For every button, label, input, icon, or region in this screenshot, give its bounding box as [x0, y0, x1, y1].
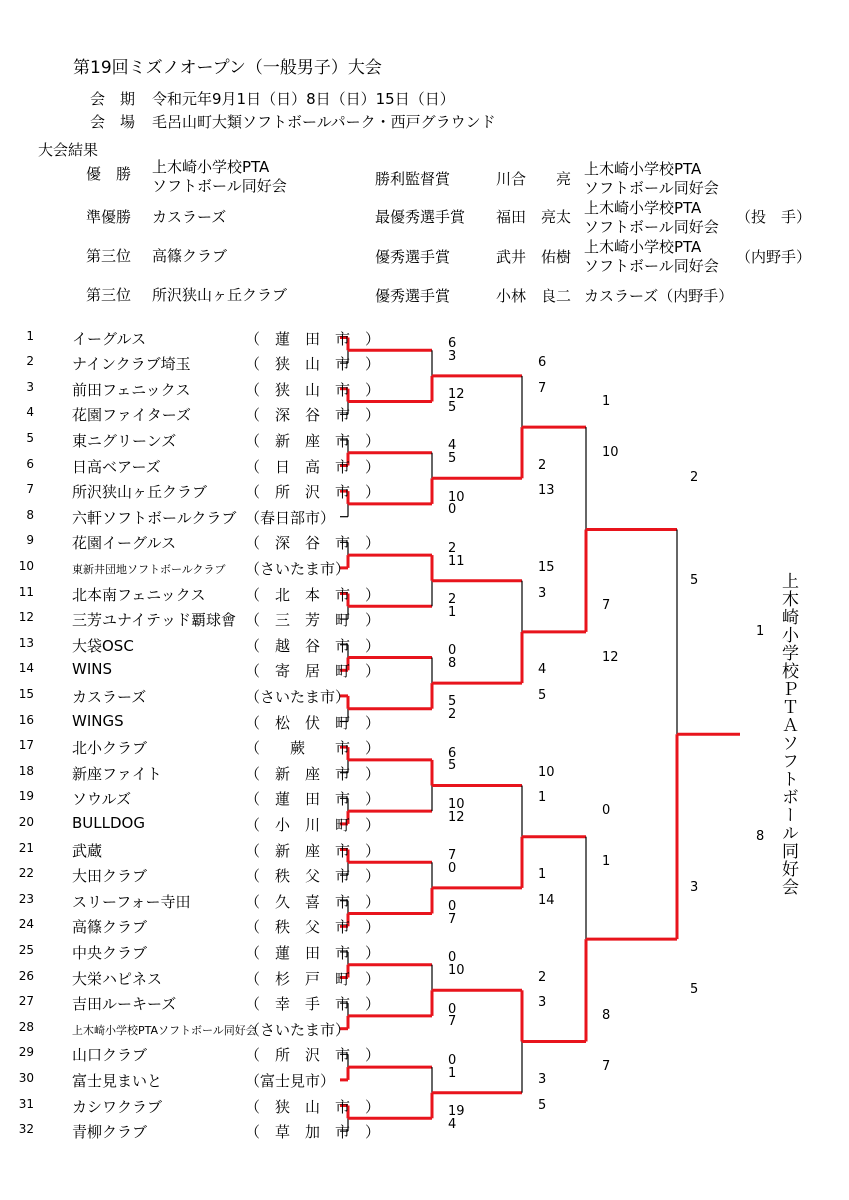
team-name: 大袋OSC [72, 636, 134, 655]
team-city: （ 北 本 市 ） [245, 585, 381, 604]
team-name: 花園イーグルス [72, 534, 177, 553]
score-label: 1 [602, 854, 611, 870]
team-city: （ 草 加 市 ） [245, 1123, 381, 1142]
score-label: 0 [448, 899, 457, 915]
team-name: 日高ベアーズ [72, 457, 161, 476]
score-label: 12 [448, 387, 465, 403]
award-name: 武井 佑樹 [496, 248, 572, 266]
team-city: （ 新 座 市 ） [245, 841, 381, 860]
team-number: 22 [18, 866, 34, 881]
team-city: （ 秩 父 市 ） [245, 918, 381, 937]
team-name: 大栄ハピネス [72, 969, 163, 988]
team-name: 中央クラブ [72, 943, 148, 962]
score-label: 5 [690, 572, 699, 588]
team-number: 23 [18, 891, 34, 906]
score-label: 1 [538, 790, 547, 806]
score-label: 10 [448, 796, 465, 812]
score-label: 12 [602, 649, 619, 665]
award-team: ソフトボール同好会 [584, 179, 719, 197]
score-label: 10 [538, 764, 555, 780]
team-city: （ 所 沢 市 ） [245, 483, 381, 502]
score-label: 2 [448, 540, 457, 556]
team-name: 東ニグリーンズ [72, 431, 177, 450]
team-city: （ 小 川 町 ） [245, 815, 381, 834]
score-label: 8 [448, 655, 457, 671]
score-label: 13 [538, 483, 555, 499]
team-name: WINS [72, 660, 112, 679]
award-team: ソフトボール同好会 [584, 257, 719, 275]
award-label: 優秀選手賞 [375, 248, 451, 266]
score-label: 19 [448, 1103, 465, 1119]
results-label: 大会結果 [38, 141, 99, 159]
team-city: （さいたま市） [245, 1020, 351, 1039]
team-number: 29 [18, 1045, 34, 1060]
score-label: 4 [448, 438, 457, 454]
score-label: 3 [448, 348, 457, 364]
score-label: 12 [448, 809, 465, 825]
score-label: 0 [448, 860, 457, 876]
page-title: 第19回ミズノオープン（一般男子）大会 [73, 58, 382, 78]
team-city: （ 新 座 市 ） [245, 431, 381, 450]
score-label: 7 [602, 1059, 611, 1075]
score-label: 1 [602, 393, 611, 409]
rank-team: 上木崎小学校PTA [152, 158, 270, 176]
venue-label: 会 場 [90, 113, 136, 131]
team-name: 武蔵 [72, 841, 103, 860]
score-label: 1 [448, 604, 457, 620]
team-city: （ 日 高 市 ） [245, 457, 381, 476]
team-name: 北小クラブ [72, 739, 148, 758]
team-city: （春日部市） [245, 508, 336, 527]
score-label: 8 [602, 1007, 611, 1023]
award-note: （投 手） [736, 208, 812, 226]
team-name: 東新井団地ソフトボールクラブ [72, 562, 226, 576]
team-number: 1 [26, 328, 34, 343]
team-name: BULLDOG [72, 813, 145, 832]
award-note: （内野手） [736, 248, 812, 266]
team-number: 8 [26, 507, 34, 522]
score-label: 6 [538, 355, 547, 371]
team-name: ソウルズ [72, 790, 132, 809]
award-label: 勝利監督賞 [375, 170, 451, 188]
score-label: 11 [448, 553, 465, 569]
score-label: 7 [448, 847, 457, 863]
score-label: 10 [448, 489, 465, 505]
score-label: 3 [538, 1071, 547, 1087]
team-number: 26 [18, 968, 34, 983]
team-name: カスラーズ [72, 687, 147, 706]
award-name: 小林 良二 [496, 287, 572, 305]
team-number: 17 [18, 738, 34, 753]
score-label: 7 [602, 598, 611, 614]
score-label: 7 [448, 911, 457, 927]
award-team: 上木崎小学校PTA [584, 160, 702, 178]
team-number: 4 [26, 405, 34, 420]
score-label: 15 [538, 559, 555, 575]
team-city: （ 杉 戸 町 ） [245, 969, 381, 988]
score-label: 1 [448, 1065, 457, 1081]
team-city: （ 越 谷 市 ） [245, 636, 381, 655]
team-number: 28 [18, 1019, 34, 1034]
score-label: 1 [538, 867, 547, 883]
team-name: 吉田ルーキーズ [72, 995, 177, 1014]
team-name: 北本南フェニックス [72, 585, 206, 604]
team-name: WINGS [72, 711, 124, 730]
score-label: 4 [538, 662, 547, 678]
team-number: 6 [26, 456, 34, 471]
team-city: （ 秩 父 市 ） [245, 867, 381, 886]
period-label: 会 期 [90, 90, 136, 108]
score-label: 6 [448, 745, 457, 761]
score-label: 2 [538, 457, 547, 473]
team-city: （さいたま市） [245, 559, 351, 578]
score-label: 5 [448, 758, 457, 774]
score-label: 3 [538, 585, 547, 601]
award-name: 川合 亮 [496, 170, 572, 188]
team-city: （ 久 喜 市 ） [245, 892, 381, 911]
team-name: 花園ファイターズ [72, 406, 191, 425]
score-label: 5 [538, 1097, 547, 1113]
team-city: （ 所 沢 市 ） [245, 1046, 381, 1065]
score-label: 5 [690, 982, 699, 998]
award-label: 最優秀選手賞 [375, 208, 466, 226]
award-team: ソフトボール同好会 [584, 218, 719, 236]
score-label: 3 [690, 879, 699, 895]
team-number: 9 [26, 533, 34, 548]
team-name: 高篠クラブ [72, 918, 148, 937]
team-city: （富士見市） [245, 1071, 336, 1090]
rank-team: ソフトボール同好会 [152, 177, 287, 195]
team-name: ナインクラブ埼玉 [72, 355, 191, 374]
team-city: （ 三 芳 町 ） [245, 611, 381, 630]
team-number: 15 [18, 686, 34, 701]
team-number: 5 [26, 430, 34, 445]
team-number: 2 [26, 354, 34, 369]
team-name: 三芳ユナイテッド覇球會 [72, 611, 236, 630]
team-city: （ 蓮 田 市 ） [245, 790, 381, 809]
score-label: 0 [448, 643, 457, 659]
team-name: 六軒ソフトボールクラブ [72, 508, 237, 527]
team-city: （ 蓮 田 市 ） [245, 329, 381, 348]
team-number: 14 [18, 661, 34, 676]
team-number: 25 [18, 942, 34, 957]
score-label: 0 [448, 502, 457, 518]
rank-team: カスラーズ [152, 208, 227, 226]
team-number: 31 [18, 1096, 34, 1111]
team-number: 13 [18, 635, 34, 650]
team-city: （ 蓮 田 市 ） [245, 943, 381, 962]
score-label: 0 [448, 1052, 457, 1068]
team-name: 新座ファイト [72, 764, 162, 783]
rank-team: 高篠クラブ [152, 247, 228, 265]
score-label: 0 [448, 950, 457, 966]
team-name: 上木崎小学校PTAソフトボール同好会 [72, 1023, 257, 1037]
team-number: 32 [18, 1122, 34, 1137]
team-name: 前田フェニックス [72, 380, 191, 399]
team-number: 7 [26, 482, 34, 497]
team-number: 18 [18, 763, 34, 778]
score-label: 5 [448, 694, 457, 710]
score-label: 14 [538, 892, 555, 908]
team-city: （ 深 谷 市 ） [245, 406, 381, 425]
score-label: 5 [448, 399, 457, 415]
score-label: 5 [538, 687, 547, 703]
team-number: 19 [18, 789, 34, 804]
score-label: 2 [448, 591, 457, 607]
score-label: 3 [538, 995, 547, 1011]
rank-label: 第三位 [86, 286, 132, 304]
award-name: 福田 亮太 [496, 208, 572, 226]
team-number: 30 [18, 1070, 34, 1085]
team-number: 27 [18, 994, 34, 1009]
rank-label: 準優勝 [86, 208, 132, 226]
team-city: （ 狭 山 市 ） [245, 380, 381, 399]
team-city: （ 松 伏 町 ） [245, 713, 381, 732]
rank-label: 第三位 [86, 247, 132, 265]
team-city: （ 寄 居 町 ） [245, 662, 381, 681]
champion-vertical: 上木崎小学校ＰＴＡソフトボール同好会 [778, 572, 798, 896]
team-number: 16 [18, 712, 34, 727]
period-value: 令和元年9月1日（日）8日（日）15日（日） [152, 90, 455, 108]
score-label: 10 [448, 963, 465, 979]
score-label: 2 [538, 969, 547, 985]
team-name: 青柳クラブ [72, 1123, 148, 1142]
team-name: イーグルス [72, 329, 147, 348]
score-label: 0 [602, 803, 611, 819]
rank-team: 所沢狭山ヶ丘クラブ [152, 286, 288, 304]
score-label: 0 [448, 1001, 457, 1017]
score-label: 6 [448, 335, 457, 351]
team-name: 山口クラブ [72, 1046, 148, 1065]
team-number: 10 [18, 558, 34, 573]
team-name: 富士見まいと [72, 1071, 163, 1090]
team-number: 20 [18, 814, 34, 829]
score-label: 8 [756, 828, 765, 844]
team-name: スリーフォー寺田 [72, 892, 191, 911]
score-label: 10 [602, 444, 619, 460]
rank-label: 優 勝 [86, 165, 132, 183]
score-label: 2 [448, 707, 457, 723]
award-label: 優秀選手賞 [375, 287, 451, 305]
team-name: カシワクラブ [72, 1097, 163, 1116]
team-city: （ 深 谷 市 ） [245, 534, 381, 553]
award-team: 上木崎小学校PTA [584, 238, 702, 256]
team-city: （ 新 座 市 ） [245, 764, 381, 783]
award-team: 上木崎小学校PTA [584, 199, 702, 217]
team-city: （ 狭 山 市 ） [245, 1097, 381, 1116]
score-label: 1 [756, 623, 765, 639]
team-number: 11 [18, 584, 34, 599]
team-city: （ 幸 手 市 ） [245, 995, 381, 1014]
venue-value: 毛呂山町大類ソフトボールパーク・西戸グラウンド [152, 113, 496, 131]
team-city: （ 蕨 市 ） [245, 739, 381, 758]
score-label: 7 [448, 1014, 457, 1030]
team-number: 24 [18, 917, 34, 932]
team-city: （さいたま市） [245, 687, 351, 706]
team-number: 12 [18, 610, 34, 625]
award-team: カスラーズ（内野手） [584, 287, 734, 305]
score-label: 7 [538, 380, 547, 396]
team-name: 所沢狭山ヶ丘クラブ [72, 483, 208, 502]
team-number: 21 [18, 840, 34, 855]
score-label: 4 [448, 1116, 457, 1132]
score-label: 5 [448, 451, 457, 467]
team-name: 大田クラブ [72, 867, 148, 886]
team-city: （ 狭 山 市 ） [245, 355, 381, 374]
team-number: 3 [26, 379, 34, 394]
score-label: 2 [690, 470, 699, 486]
